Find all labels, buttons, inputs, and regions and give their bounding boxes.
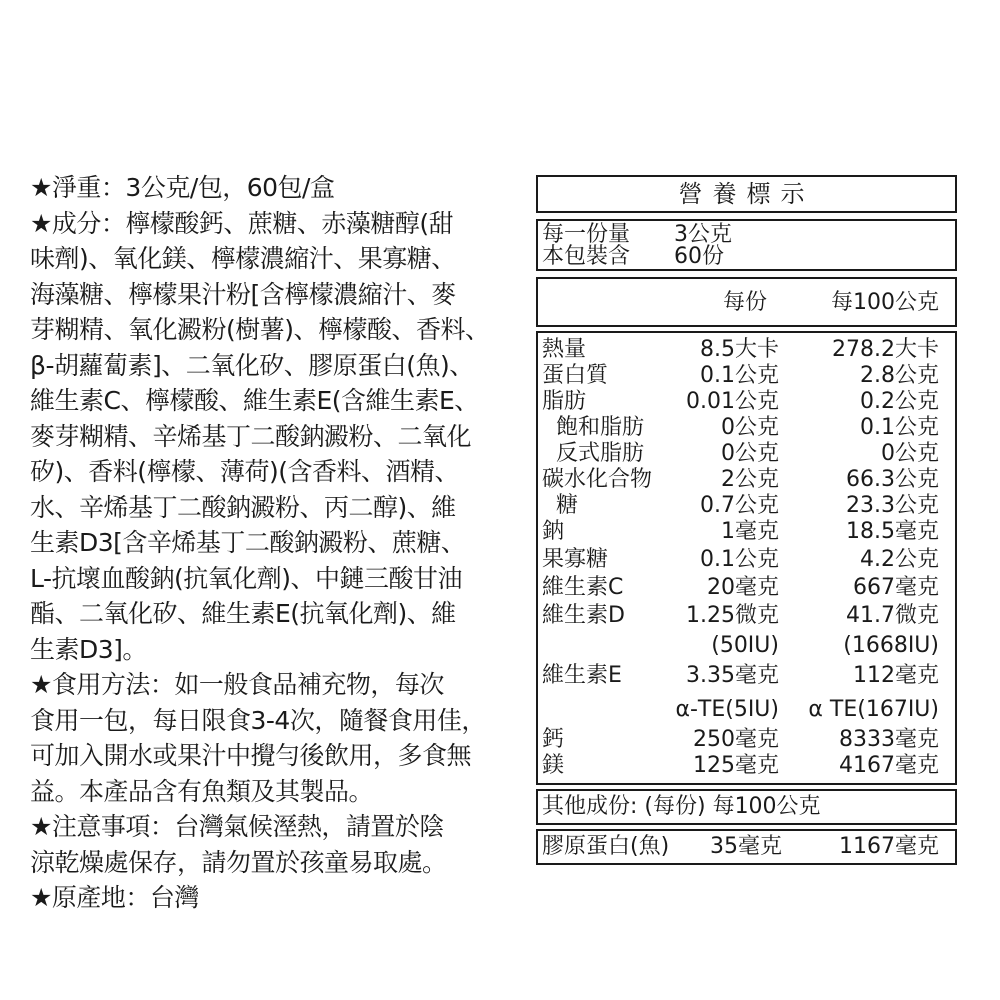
nutrient-row xyxy=(538,575,955,601)
per-100g-value: 0公克 xyxy=(881,441,939,466)
nutrient-name: 維生素D xyxy=(542,603,625,628)
servings-label: 本包裝含 xyxy=(542,244,631,269)
nutrient-name: 碳水化合物 xyxy=(542,467,653,492)
description-line: 涼乾燥處保存，請勿置於孩童易取處。 xyxy=(30,847,447,877)
per-100g-value: 66.3公克 xyxy=(846,467,939,492)
per-100g-value: 2.8公克 xyxy=(860,363,939,388)
per-serving-value: 3.35毫克 xyxy=(686,663,779,688)
servings-value: 60份 xyxy=(674,244,724,269)
nutrient-name: 蛋白質 xyxy=(542,363,609,388)
per-100g-value: 41.7微克 xyxy=(846,603,939,628)
nutrient-name: 果寡糖 xyxy=(542,547,609,572)
product-description xyxy=(30,170,510,916)
description-line: 食用一包，每日限食3-4次，隨餐食用佳， xyxy=(30,705,486,735)
per-serving-value: 0公克 xyxy=(721,415,779,440)
per-serving-value: (50IU) xyxy=(711,633,779,658)
nutrition-facts-panel xyxy=(536,175,957,865)
collagen-per-100g: 1167毫克 xyxy=(839,834,939,859)
per-100g-value: 8333毫克 xyxy=(839,727,939,752)
description-line: 可加入開水或果汁中攪勻後飲用，多食無 xyxy=(30,741,472,770)
nutrient-row xyxy=(538,389,955,415)
nutrition-title: 營養標示 xyxy=(536,175,957,213)
per-100g-value: 0.1公克 xyxy=(860,415,939,440)
column-header xyxy=(536,277,957,327)
nutrient-row xyxy=(538,519,955,545)
collagen-row xyxy=(536,829,957,865)
nutrient-row xyxy=(538,337,955,363)
nutrient-row xyxy=(538,415,955,441)
description-line: ★淨重：3公克/包，60包/盒 xyxy=(30,173,335,202)
description-line: 味劑)、氧化鎂、檸檬濃縮汁、果寡糖、 xyxy=(30,244,456,273)
description-line: 海藻糖、檸檬果汁粉[含檸檬濃縮汁、麥 xyxy=(30,279,456,309)
per-100g-header: 每100公克 xyxy=(831,290,939,315)
per-100g-value: 23.3公克 xyxy=(846,493,939,518)
per-100g-value: 278.2大卡 xyxy=(832,337,939,362)
description-line: 益。本產品含有魚類及其製品。 xyxy=(30,776,374,806)
per-serving-value: α-TE(5IU) xyxy=(675,697,779,722)
per-serving-value: 20毫克 xyxy=(707,575,779,600)
description-line: 生素D3[含辛烯基丁二酸鈉澱粉、蔗糖、 xyxy=(30,528,466,557)
per-serving-value: 0.1公克 xyxy=(700,547,779,572)
nutrient-name: 熱量 xyxy=(542,337,587,362)
description-line: L-抗壞血酸鈉(抗氧化劑)、中鏈三酸甘油 xyxy=(30,563,463,593)
per-serving-value: 250毫克 xyxy=(693,727,779,752)
description-line: β-胡蘿蔔素]、二氧化矽、膠原蛋白(魚)、 xyxy=(30,350,474,380)
per-serving-value: 0公克 xyxy=(721,441,779,466)
nutrient-row xyxy=(538,697,955,723)
nutrient-values xyxy=(536,331,957,785)
nutrient-name: 鎂 xyxy=(542,753,565,778)
nutrient-name: 糖 xyxy=(556,493,579,518)
description-line: 水、辛烯基丁二酸鈉澱粉、丙二醇)、維 xyxy=(30,492,456,522)
description-line: 酯、二氧化矽、維生素E(抗氧化劑)、維 xyxy=(30,599,456,628)
collagen-name: 膠原蛋白(魚) xyxy=(542,834,670,859)
nutrient-name: 脂肪 xyxy=(542,389,587,414)
description-line: ★原產地：台灣 xyxy=(30,883,199,912)
per-100g-value: 0.2公克 xyxy=(860,389,939,414)
serving-info xyxy=(536,219,957,271)
serving-size-value: 3公克 xyxy=(674,222,732,247)
per-serving-header: 每份 xyxy=(723,290,768,315)
nutrient-name: 維生素E xyxy=(542,663,622,688)
per-100g-value: 667毫克 xyxy=(853,575,939,600)
per-100g-value: 112毫克 xyxy=(853,663,939,688)
nutrient-name: 飽和脂肪 xyxy=(556,415,645,440)
nutrient-row xyxy=(538,467,955,493)
description-line: 麥芽糊精、辛烯基丁二酸鈉澱粉、二氧化 xyxy=(30,421,472,451)
nutrient-row xyxy=(538,633,955,659)
per-serving-value: 0.01公克 xyxy=(686,389,779,414)
per-serving-value: 1.25微克 xyxy=(686,603,779,628)
nutrient-row xyxy=(538,493,955,519)
description-line: ★注意事項：台灣氣候溼熱，請置於陰 xyxy=(30,812,444,841)
description-line: 維生素C、檸檬酸、維生素E(含維生素E、 xyxy=(30,386,479,415)
nutrient-row xyxy=(538,441,955,467)
description-line: 芽糊精、氧化澱粉(樹薯)、檸檬酸、香料、 xyxy=(30,315,490,344)
per-serving-value: 0.7公克 xyxy=(700,493,779,518)
nutrient-row xyxy=(538,363,955,389)
per-serving-value: 0.1公克 xyxy=(700,363,779,388)
description-line: ★食用方法：如一般食品補充物，每次 xyxy=(30,670,444,699)
per-100g-value: 18.5毫克 xyxy=(846,519,939,544)
collagen-per-serving: 35毫克 xyxy=(710,834,782,859)
description-line: ★成分：檸檬酸鈣、蔗糖、赤藻糖醇(甜 xyxy=(30,208,454,238)
other-ingredients-header: 其他成份: (每份) 每100公克 xyxy=(536,789,957,825)
nutrient-name: 反式脂肪 xyxy=(556,441,645,466)
per-serving-value: 1毫克 xyxy=(721,519,779,544)
nutrient-row xyxy=(538,603,955,629)
nutrient-name: 鈉 xyxy=(542,519,565,544)
nutrient-row xyxy=(538,547,955,573)
nutrient-row xyxy=(538,753,955,779)
serving-size-label: 每一份量 xyxy=(542,222,631,247)
per-100g-value: 4167毫克 xyxy=(839,753,939,778)
nutrient-row xyxy=(538,663,955,689)
per-serving-value: 8.5大卡 xyxy=(700,337,779,362)
per-100g-value: 4.2公克 xyxy=(860,547,939,572)
nutrient-name: 鈣 xyxy=(542,727,565,752)
nutrient-name: 維生素C xyxy=(542,575,624,600)
nutrient-row xyxy=(538,727,955,753)
per-serving-value: 125毫克 xyxy=(693,753,779,778)
description-line: 生素D3]。 xyxy=(30,634,147,664)
description-line: 矽)、香料(檸檬、薄荷)(含香料、酒精、 xyxy=(30,457,460,486)
per-serving-value: 2公克 xyxy=(721,467,779,492)
servings-per-pack-row xyxy=(542,245,724,269)
per-100g-value: α TE(167IU) xyxy=(808,697,939,722)
per-100g-value: (1668IU) xyxy=(843,633,939,658)
